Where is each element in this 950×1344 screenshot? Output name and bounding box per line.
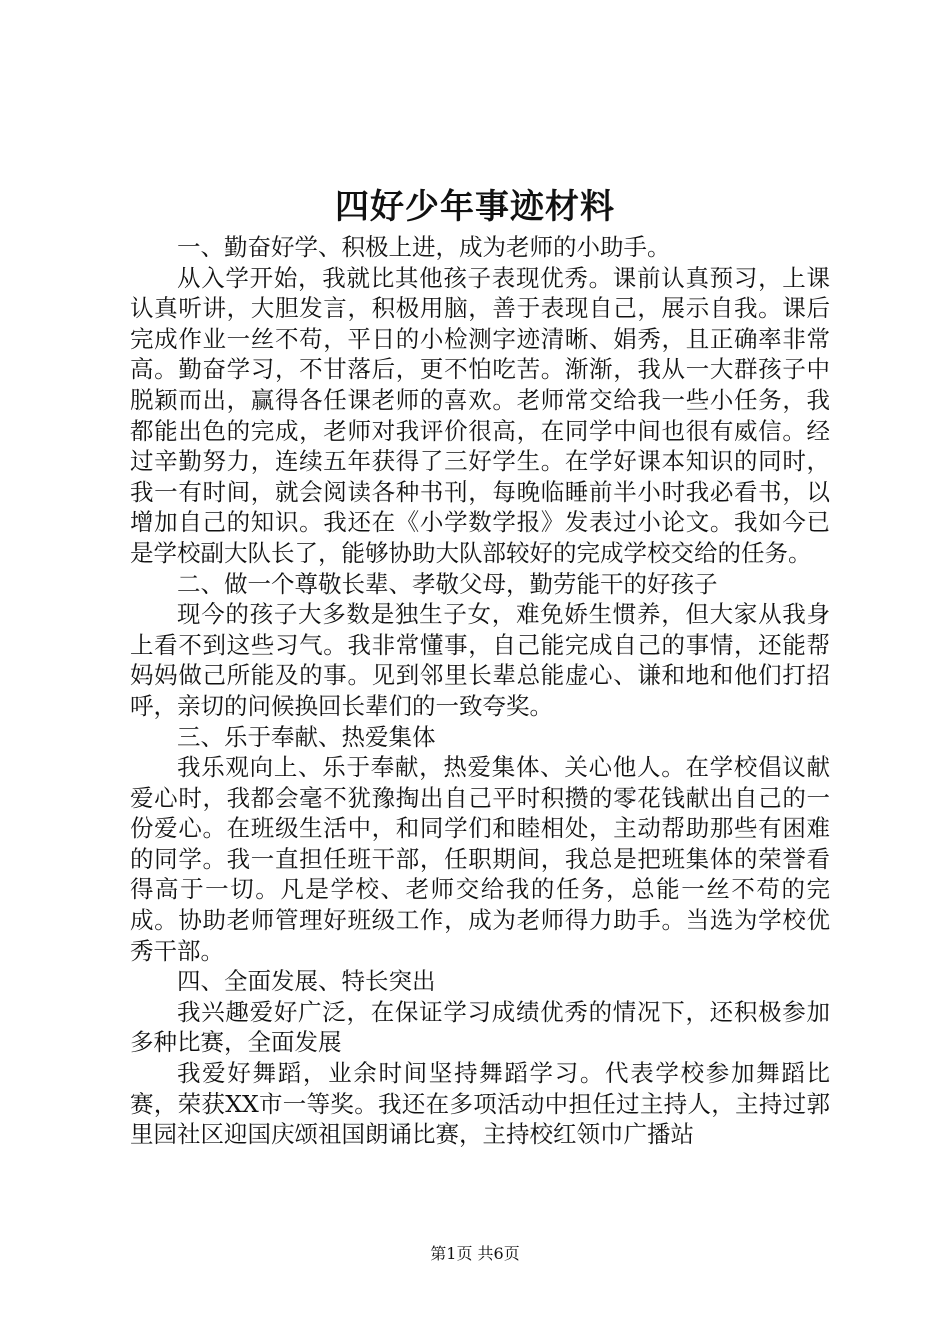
section-heading-4: 四、全面发展、特长突出 bbox=[177, 967, 436, 996]
paragraph-2: 现今的孩子大多数是独生子女，难免娇生惯养，但大家从我身上看不到这些习气。我非常懂事，自己能完成自己的事情，还能帮妈妈做己所能及的事。见到邻里长辈总能虚心、谦和地和他们打招呼，亲切的问候换回长辈们的一致夸奖。 bbox=[130, 600, 830, 720]
page-footer: 第1页 共6页 bbox=[430, 1244, 520, 1263]
paragraph-1: 从入学开始，我就比其他孩子表现优秀。课前认真预习，上课认真听讲，大胆发言，积极用脑，善于表现自己，展示自我。课后完成作业一丝不苟，平日的小检测字迹清晰、娟秀，且正确率非常高。勤奋学习，不甘落后，更不怕吃苦。渐渐，我从一大群孩子中脱颖而出，赢得各任课老师的喜欢。老师常交给我一些小任务，我都能出色的完成，老师对我评价很高，在同学中间也很有威信。经过辛勤努力，连续五年获得了三好学生。在学好课本知识的同时，我一有时间，就会阅读各种书刊，每晚临睡前半小时我必看书，以增加自己的知识。我还在《小学数学报》发表过小论文。我如今已是学校副大队长了，能够协助大队部较好的完成学校交给的任务。 bbox=[130, 263, 830, 567]
section-heading-1: 一、勤奋好学、积极上进，成为老师的小助手。 bbox=[177, 233, 671, 261]
document-title: 四好少年事迹材料 bbox=[335, 187, 615, 227]
section-heading-3: 三、乐于奉献、热爱集体 bbox=[177, 722, 436, 751]
paragraph-5: 我爱好舞蹈，业余时间坚持舞蹈学习。代表学校参加舞蹈比赛，荣获XX市一等奖。我还在多项活动中担任过主持人，主持过郭里园社区迎国庆颂祖国朗诵比赛，主持校红领巾广播站 bbox=[130, 1059, 830, 1149]
paragraph-3: 我乐观向上、乐于奉献，热爱集体、关心他人。在学校倡议献爱心时，我都会毫不犹豫掏出自己平时积攒的零花钱献出自己的一份爱心。在班级生活中，和同学们和睦相处，主动帮助那些有困难的同学。我一直担任班干部，任职期间，我总是把班集体的荣誉看得高于一切。凡是学校、老师交给我的任务，总能一丝不苟的完成。协助老师管理好班级工作，成为老师得力助手。当选为学校优秀干部。 bbox=[130, 753, 830, 965]
document-body bbox=[130, 232, 830, 1150]
paragraph-4: 我兴趣爱好广泛，在保证学习成绩优秀的情况下，还积极参加多种比赛，全面发展 bbox=[130, 997, 830, 1057]
section-heading-2: 二、做一个尊敬长辈、孝敬父母，勤劳能干的好孩子 bbox=[177, 569, 718, 598]
